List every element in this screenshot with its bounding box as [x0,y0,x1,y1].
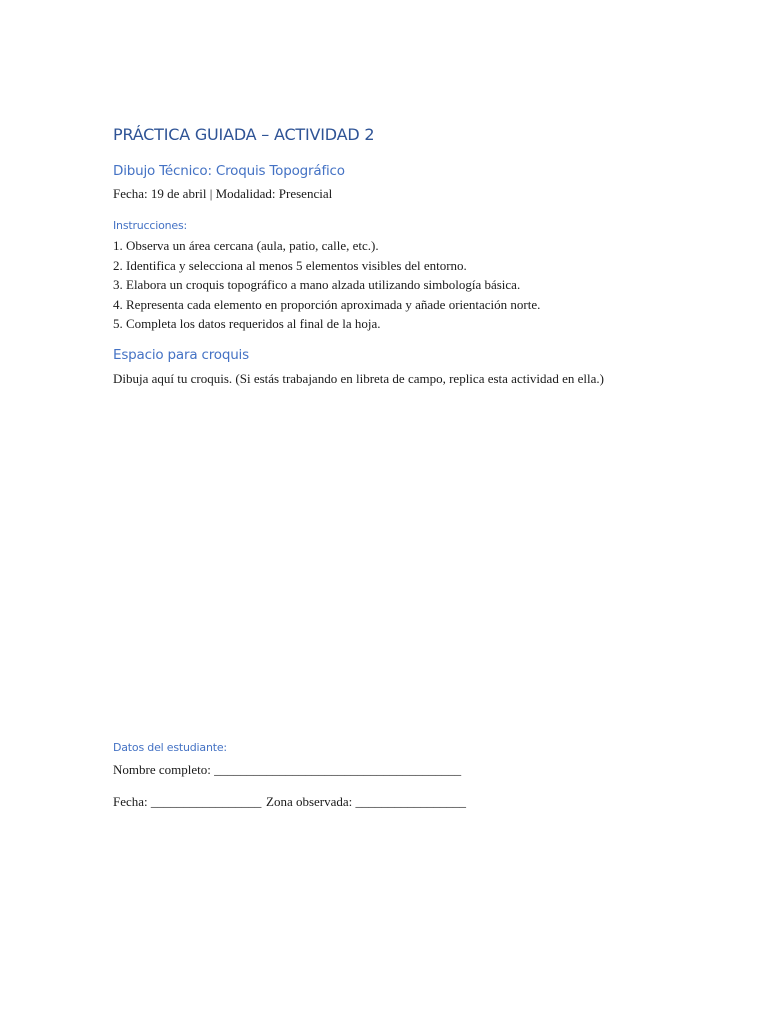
student-data-heading: Datos del estudiante: [113,741,227,754]
instruction-item: 4. Representa cada elemento en proporción aproximada y añade orientación norte. [113,296,541,312]
instruction-item: 5. Completa los datos requeridos al final de la hoja. [113,316,381,331]
instruction-item: 1. Observa un área cercana (aula, patio, calle, etc.). [113,238,379,253]
student-zone-line: Zona observada: _________________ [266,794,467,809]
document-subtitle: Dibujo Técnico: Croquis Topográfico [113,163,345,179]
document-title: PRÁCTICA GUIADA – ACTIVIDAD 2 [113,125,375,144]
document-meta: Fecha: 19 de abril | Modalidad: Presencial [113,186,333,201]
instruction-item: 2. Identifica y selecciona al menos 5 elementos visibles del entorno. [113,257,467,273]
document-page [113,0,653,1024]
instruction-item: 3. Elabora un croquis topográfico a mano alzada utilizando simbología básica. [113,277,521,292]
sketch-instructions: Dibuja aquí tu croquis. (Si estás trabajando en libreta de campo, replica esta actividad en ella.) [113,371,604,386]
student-date-line: Fecha: _________________ [113,794,262,809]
sketch-heading: Espacio para croquis [113,347,249,363]
student-name-line: Nombre completo: ______________________________________ [113,762,462,777]
instructions-heading: Instrucciones: [113,219,188,232]
